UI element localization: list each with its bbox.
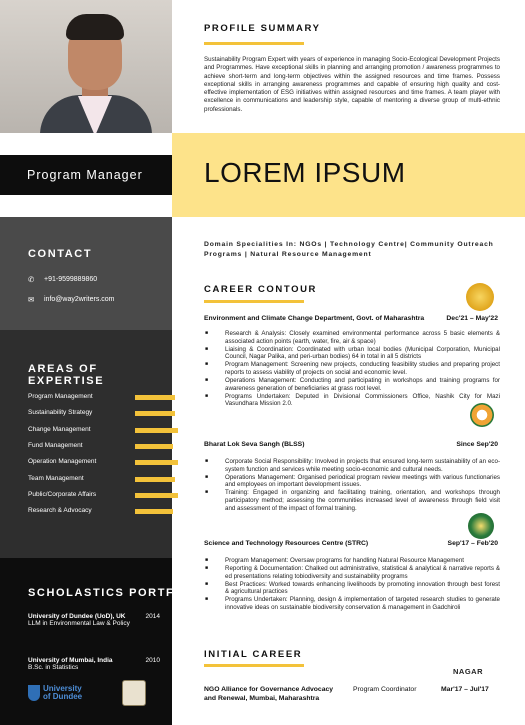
contact-heading: CONTACT bbox=[28, 248, 93, 260]
job-date: Since Sep'20 bbox=[456, 441, 498, 448]
career-heading: CAREER CONTOUR bbox=[204, 284, 318, 295]
job-title: Environment and Climate Change Department, Govt. of Maharashtra bbox=[204, 315, 425, 322]
skill-label: Fund Management bbox=[28, 441, 83, 449]
skill-level-fill bbox=[135, 444, 173, 449]
skill-level-bar bbox=[135, 493, 185, 498]
expertise-section bbox=[0, 330, 172, 558]
summary-heading: PROFILE SUMMARY bbox=[204, 23, 321, 34]
education-institution: University of Dundee (UoD), UK bbox=[28, 613, 126, 620]
initial-career-heading: INITIAL CAREER bbox=[204, 649, 303, 660]
skill-level-fill bbox=[135, 493, 178, 498]
skill-level-fill bbox=[135, 411, 175, 416]
job-bullet: ■ Program Management: Screening new projects, conducting feasibility studies and preparing project reports to assess viability of projects on social and economic level. bbox=[204, 361, 500, 376]
skill-row bbox=[28, 474, 163, 486]
envelope-icon: ✉ bbox=[28, 295, 35, 304]
skill-row bbox=[28, 506, 163, 518]
job-bullet: ■ Program Management: Oversaw programs for handling Natural Resource Management bbox=[204, 557, 500, 565]
domain-label: Domain Specialities In: bbox=[204, 241, 297, 248]
skill-level-fill bbox=[135, 395, 175, 400]
initial-career-rule bbox=[204, 664, 304, 667]
job-bullet: ■ Reporting & Documentation: Chalked out administrative, statistical & analytical & narrative reports & ed presentations relating tobiodiversity and sustainability programs bbox=[204, 565, 500, 580]
skill-row bbox=[28, 490, 163, 502]
skill-label: Team Management bbox=[28, 474, 84, 482]
blss-logo-icon bbox=[470, 403, 494, 427]
education-institution: University of Mumbai, India bbox=[28, 657, 113, 664]
education-year: 2010 bbox=[145, 657, 160, 664]
job-bullets bbox=[204, 330, 500, 408]
job-bullets bbox=[204, 557, 500, 612]
job-bullet: ■ Corporate Social Responsibility: Involved in projects that ensured long-term sustainability of an eco-system function and services while meeting socio-economic and cultural needs. bbox=[204, 458, 500, 473]
education-degree: B.Sc. in Statistics bbox=[28, 664, 79, 671]
skill-level-fill bbox=[135, 477, 175, 482]
skill-label: Public/Corporate Affairs bbox=[28, 490, 97, 498]
education-section bbox=[0, 558, 208, 725]
nagar-logo: NAGAR bbox=[453, 667, 483, 676]
job-role-banner bbox=[0, 155, 172, 195]
skill-level-fill bbox=[135, 428, 178, 433]
phone-row bbox=[28, 275, 97, 284]
job-bullet: ■ Operations Management: Conducting and participating in workshops and training programs for awareness generation of beneficiaries at grass root level. bbox=[204, 377, 500, 392]
skill-level-bar bbox=[135, 395, 185, 400]
education-heading: SCHOLASTICS PORTFOLIO bbox=[28, 587, 208, 599]
career-rule bbox=[204, 300, 304, 303]
profile-photo bbox=[0, 0, 172, 133]
skill-level-bar bbox=[135, 411, 185, 416]
expertise-heading: AREAS OF EXPERTISE bbox=[28, 363, 105, 387]
skill-row bbox=[28, 408, 163, 420]
education-year: 2014 bbox=[145, 613, 160, 620]
maharashtra-seal-icon bbox=[466, 283, 494, 311]
job-bullet: ■ Operations Management: Organised periodical program review meetings with various functionaries and employees on important development issues. bbox=[204, 474, 500, 489]
job-role: Program Manager bbox=[27, 168, 143, 182]
skill-level-bar bbox=[135, 460, 185, 465]
email-address: info@way2writers.com bbox=[44, 296, 115, 303]
university-logos bbox=[28, 680, 146, 706]
summary-text: Sustainability Program Expert with years of experience in managing Socio-Ecological Development Projects and Programmes. Have exceptional skills in planning and arranging promotion / awareness programmes to achieve short-term and long-term objectives within the assigned resources and time frames. Possess exceptional skills in arranging awareness programmes and capable of ensuring high quality and cost-effective implementation of ESG initiatives within assigned resources and time frames. A team player with excellence in communications and leadership style, capable of mentoring a diverse group of multi-ethnic professionals. bbox=[204, 56, 500, 113]
job-date: Sep'17 – Feb'20 bbox=[447, 540, 498, 547]
summary-rule bbox=[204, 42, 304, 45]
email-row bbox=[28, 295, 115, 304]
skill-level-bar bbox=[135, 444, 185, 449]
initial-career-org: NGO Alliance for Governance Advocacy and Renewal, Mumbai, Maharashtra bbox=[204, 686, 334, 702]
strc-logo-icon bbox=[468, 513, 494, 539]
education-item bbox=[28, 657, 160, 671]
skill-level-bar bbox=[135, 509, 185, 514]
job-bullet: ■ Programs Undertaken: Deputed in Divisional Commissioners Office, Nashik City for Mazi Vasundhara Mission 2.0. bbox=[204, 393, 500, 408]
skill-label: Change Management bbox=[28, 425, 91, 433]
job-bullet: ■ Liaising & Coordination: Coordinated with urban local bodies (Municipal Corporation, Municipal Council, Nagar Palika, and peri-urban bodies) 64 in total in all 5 districts bbox=[204, 346, 500, 361]
skill-label: Operation Management bbox=[28, 458, 97, 466]
job-date: Dec'21 – May'22 bbox=[446, 315, 498, 322]
skill-label: Program Management bbox=[28, 393, 93, 400]
skill-level-bar bbox=[135, 428, 185, 433]
phone-number: +91-9599889860 bbox=[44, 276, 98, 283]
job-bullet: ■ Best Practices: Worked towards enhancing livelihoods by promoting innovation through best forest & agricultural practices bbox=[204, 581, 500, 596]
mumbai-university-logo bbox=[122, 680, 146, 706]
skill-label: Sustainability Strategy bbox=[28, 409, 93, 417]
education-degree: LLM in Environmental Law & Policy bbox=[28, 620, 130, 627]
education-item bbox=[28, 613, 160, 627]
skill-level-bar bbox=[135, 477, 185, 482]
job-title: Science and Technology Resources Centre (STRC) bbox=[204, 540, 369, 547]
skill-row bbox=[28, 425, 163, 437]
dundee-logo: University of Dundee bbox=[28, 680, 82, 706]
left-column bbox=[0, 0, 208, 725]
skill-row bbox=[28, 457, 163, 469]
skill-level-fill bbox=[135, 509, 173, 514]
skill-level-fill bbox=[135, 460, 178, 465]
initial-career-date: Mar'17 – Jul'17 bbox=[441, 686, 489, 693]
skill-row bbox=[28, 392, 163, 404]
job-bullet: ■ Programs Undertaken: Planning, design & implementation of targeted research studies to generate innovative ideas on sustainable biodiversity conservation & management in Gadchiroli bbox=[204, 596, 500, 611]
job-bullet: ■ Research & Analysis: Closely examined environmental performance across 5 basic elements & associated action points (earth, water, fire, air & space) bbox=[204, 330, 500, 345]
skill-row bbox=[28, 441, 163, 453]
skill-label: Research & Advocacy bbox=[28, 507, 92, 515]
contact-section bbox=[0, 217, 172, 330]
phone-icon: ✆ bbox=[28, 275, 35, 284]
domain-specialities bbox=[204, 240, 504, 259]
domain-value: NGOs | Technology Centre| Community Outreach Programs | Natural Resource Management bbox=[204, 241, 494, 258]
initial-career-role: Program Coordinator bbox=[353, 686, 417, 693]
candidate-name: LOREM IPSUM bbox=[204, 157, 406, 188]
job-title: Bharat Lok Seva Sangh (BLSS) bbox=[204, 441, 305, 448]
job-bullet: ■ Training: Engaged in organizing and facilitating training, orientation, and workshops through participatory method; assessing the communities increased level of awareness through field visit and assessment of the impact of formal training. bbox=[204, 489, 500, 512]
job-bullets bbox=[204, 458, 500, 513]
